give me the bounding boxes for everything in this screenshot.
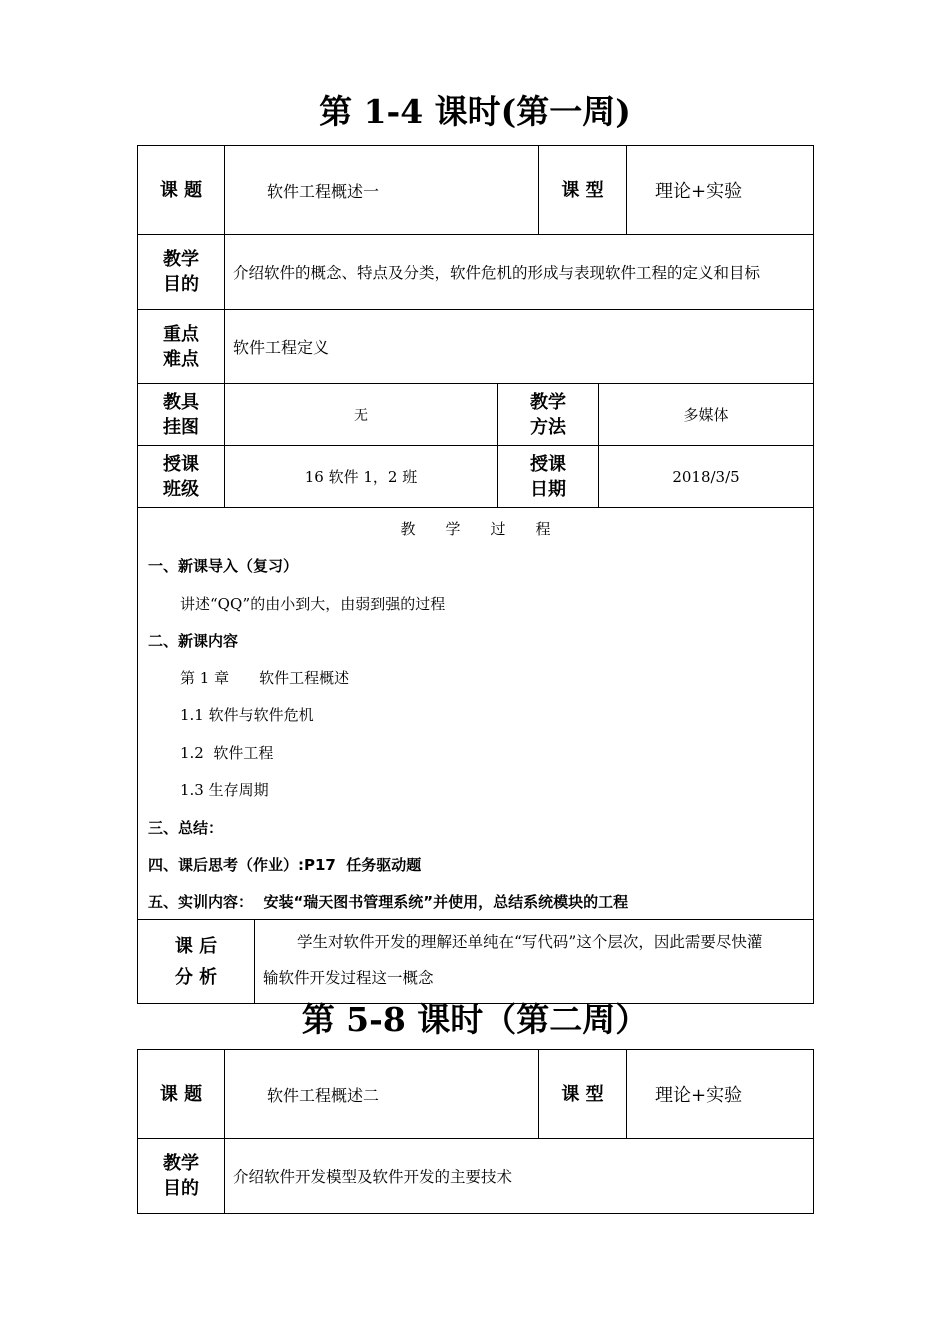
key-value: 软件工程定义: [224, 309, 813, 383]
process-line-4: 第 1 章 软件工程概述: [180, 669, 350, 687]
process-section: [138, 507, 813, 919]
type-value: 理论+实验: [626, 146, 813, 234]
process-title: 教 学 过 程: [400, 520, 551, 538]
lesson-table-week1: [137, 145, 814, 1004]
after-line-1: 学生对软件开发的理解还单纯在“写代码”这个层次，因此需要尽快灌: [297, 933, 763, 951]
after-label: 课 后 分 析: [138, 919, 254, 1003]
after-value: [254, 919, 813, 1003]
method-value: 多媒体: [598, 383, 813, 445]
goal-value: 介绍软件的概念、特点及分类，软件危机的形成与表现软件工程的定义和目标: [224, 234, 813, 309]
process-line-1: 一、新课导入（复习）: [148, 557, 299, 575]
goal-value-2: 介绍软件开发模型及软件开发的主要技术: [224, 1138, 813, 1213]
page-title-week2: 第 5-8 课时（第二周）: [301, 1000, 649, 1039]
process-line-7: 1.3 生存周期: [180, 781, 269, 799]
goal-label: 教学 目的: [138, 234, 224, 309]
topic-value: 软件工程概述一: [224, 146, 538, 234]
tools-value: 无: [224, 383, 497, 445]
goal-label-2: 教学 目的: [138, 1138, 224, 1213]
type-label-2: 课 型: [538, 1050, 626, 1138]
topic-label-2: 课 题: [159, 1083, 203, 1105]
process-line-9: 四、课后思考（作业）:P17 任务驱动题: [148, 856, 422, 874]
date-value: 2018/3/5: [598, 445, 813, 507]
tools-label: 教具 挂图: [138, 383, 224, 445]
type-value-2: 理论+实验: [626, 1050, 813, 1138]
process-line-5: 1.1 软件与软件危机: [180, 706, 314, 724]
process-line-10: 五、实训内容： 安装“瑞天图书管理系统”并使用，总结系统模块的工程: [148, 893, 629, 911]
type-label: 课 型: [538, 146, 626, 234]
topic-value-2: 软件工程概述二: [224, 1050, 538, 1138]
lesson-table-week2: [137, 1049, 814, 1214]
date-label: 授课 日期: [497, 445, 598, 507]
class-value: 16 软件 1，2 班: [224, 445, 497, 507]
process-line-2: 讲述“QQ”的由小到大，由弱到强的过程: [180, 595, 446, 613]
process-line-6: 1.2 软件工程: [180, 744, 274, 762]
page-title-week1: 第 1-4 课时(第一周): [319, 92, 631, 131]
class-label: 授课 班级: [138, 445, 224, 507]
key-label: 重点 难点: [138, 309, 224, 383]
process-line-3: 二、新课内容: [148, 632, 239, 650]
process-line-8: 三、总结：: [148, 819, 224, 837]
after-line-2: 输软件开发过程这一概念: [263, 969, 434, 987]
topic-label: 课 题: [159, 179, 203, 201]
method-label: 教学 方法: [497, 383, 598, 445]
